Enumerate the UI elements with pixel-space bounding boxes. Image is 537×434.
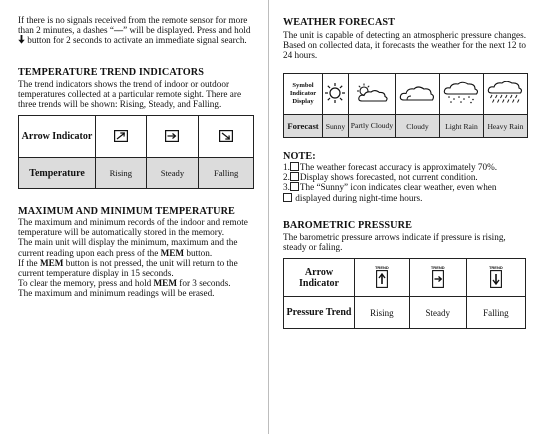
rising-arrow-icon (114, 130, 128, 142)
signal-text-a: If there is no signals received from the remote sensor for more than 2 minutes, a dashes “ (18, 15, 248, 36)
baro-falling-icon-cell (466, 259, 525, 297)
maxmin-body (18, 217, 254, 299)
forecast-light-rain-label: Light Rain (439, 115, 483, 138)
maxmin-p2-a: The main unit will display the minimum, maximum and the current reading upon each press of the (18, 237, 238, 258)
trend-row1-label: Arrow Indicator (19, 116, 96, 158)
mem-label-1: MEM (160, 247, 185, 258)
baro-row1-label: Arrow Indicator (284, 259, 355, 297)
cloud-icon (398, 82, 436, 104)
trend-rising-label: Rising (96, 158, 147, 189)
forecast-partly-cloudy-label: Partly Cloudy (348, 115, 395, 138)
cloudy-icon-cell (395, 74, 439, 115)
trend-table (18, 115, 254, 189)
baro-steady-label: Steady (409, 297, 466, 329)
note-3-text: The “Sunny” icon indicates clear weather, even when (299, 182, 497, 193)
forecast-table (283, 73, 528, 138)
note-1-num: 1. (283, 162, 290, 172)
note-2 (283, 172, 526, 182)
baro-table (283, 258, 526, 329)
note-2-text: Display shows forecasted, not current condition. (299, 172, 478, 183)
forecast-row2-label: Forecast (284, 115, 323, 138)
forecast-sunny-label: Sunny (323, 115, 349, 138)
baro-steady-icon-cell (409, 259, 466, 297)
sun-icon (324, 82, 346, 104)
mem-label-2: MEM (39, 257, 64, 268)
pressure-rising-icon (376, 270, 388, 288)
maxmin-p4-a: To clear the memory, press and hold (18, 278, 152, 289)
maxmin-p2-b: button. (186, 247, 213, 258)
baro-rising-label: Rising (355, 297, 410, 329)
forecast-title: WEATHER FORECAST (283, 17, 396, 28)
trend-row2-label: Temperature (19, 158, 96, 189)
note-3-num: 3. (283, 182, 290, 193)
maxmin-p4-b: for 3 seconds. (179, 278, 231, 289)
checkbox-square-icon (290, 162, 299, 171)
partly-cloudy-icon (354, 82, 390, 104)
checkbox-square-icon (290, 172, 299, 181)
forecast-cloudy-label: Cloudy (395, 115, 439, 138)
page-divider (268, 0, 269, 434)
trend-icon-falling-cell (199, 116, 254, 158)
baro-falling-label: Falling (466, 297, 525, 329)
note-3-text-cont: displayed during night-time hours. (295, 192, 423, 203)
baro-body: The barometric pressure arrows indicate if pressure is rising, steady or faling. (283, 232, 506, 253)
light-rain-icon-cell (439, 74, 483, 115)
signal-text-b: ” will be displayed. Press and hold (123, 25, 251, 36)
note-3-cont (283, 193, 526, 203)
steady-arrow-icon (165, 130, 179, 142)
trend-caption: TREND (488, 264, 503, 270)
maxmin-p3-b: button is not pressed, the unit will return to the current temperature display in 15 seconds. (18, 257, 238, 279)
forecast-row1-label: Symbol Indicator Display (284, 74, 323, 115)
heavy-rain-icon-cell (483, 74, 527, 115)
checkbox-square-icon (290, 182, 299, 191)
trend-caption: TREND (430, 264, 445, 270)
sunny-icon-cell (323, 74, 349, 115)
note-list (283, 162, 526, 203)
maxmin-p2 (18, 237, 254, 257)
note-1 (283, 162, 526, 172)
heavy-rain-icon (486, 81, 524, 105)
trend-caption: TREND (374, 264, 389, 270)
pressure-falling-icon (490, 270, 502, 288)
signal-paragraph (18, 15, 254, 46)
trend-steady-label: Steady (146, 158, 199, 189)
maxmin-p5: The maximum and minimum readings will be erased. (18, 288, 215, 299)
trend-icon-steady-cell (146, 116, 199, 158)
maxmin-p3 (18, 258, 254, 278)
pressure-steady-icon (432, 270, 444, 288)
baro-title: BAROMETRIC PRESSURE (283, 220, 412, 231)
light-rain-icon (442, 81, 480, 105)
signal-text-c: button for 2 seconds to activate an immediate signal search. (27, 35, 247, 46)
note-3 (283, 182, 526, 192)
maxmin-p1: The maximum and minimum records of the indoor and remote temperature will be automatically stored in the memory. (18, 217, 248, 238)
checkbox-square-icon (283, 193, 292, 202)
trend-falling-label: Falling (199, 158, 254, 189)
trend-body: The trend indicators shows the trend of indoor or outdoor temperatures collected at a particular remote sight. There are three trends will be shown: Rising, Steady, and Falling. (18, 79, 242, 110)
baro-rising-icon-cell (355, 259, 410, 297)
note-title: NOTE: (283, 151, 316, 162)
forecast-heavy-rain-label: Heavy Rain (483, 115, 527, 138)
falling-arrow-icon (219, 130, 233, 142)
baro-row2-label: Pressure Trend (284, 297, 355, 329)
dashes-symbol: –– (113, 25, 124, 36)
trend-icon-rising-cell (96, 116, 147, 158)
note-2-num: 2. (283, 172, 290, 183)
partly-cloudy-icon-cell (348, 74, 395, 115)
maxmin-title: MAXIMUM AND MINIMUM TEMPERATURE (18, 206, 235, 217)
down-arrow-icon (18, 35, 25, 44)
maxmin-p4 (18, 278, 254, 288)
forecast-body: The unit is capable of detecting an atmospheric pressure changes. Based on collected data, it forecasts the weather for the next 12 to 24 hours. (283, 30, 526, 61)
trend-title: TEMPERATURE TREND INDICATORS (18, 67, 205, 78)
mem-label-3: MEM (153, 278, 177, 289)
note-1-text: The weather forecast accuracy is approximately 70%. (299, 162, 498, 172)
maxmin-p3-a: If the (18, 257, 38, 268)
